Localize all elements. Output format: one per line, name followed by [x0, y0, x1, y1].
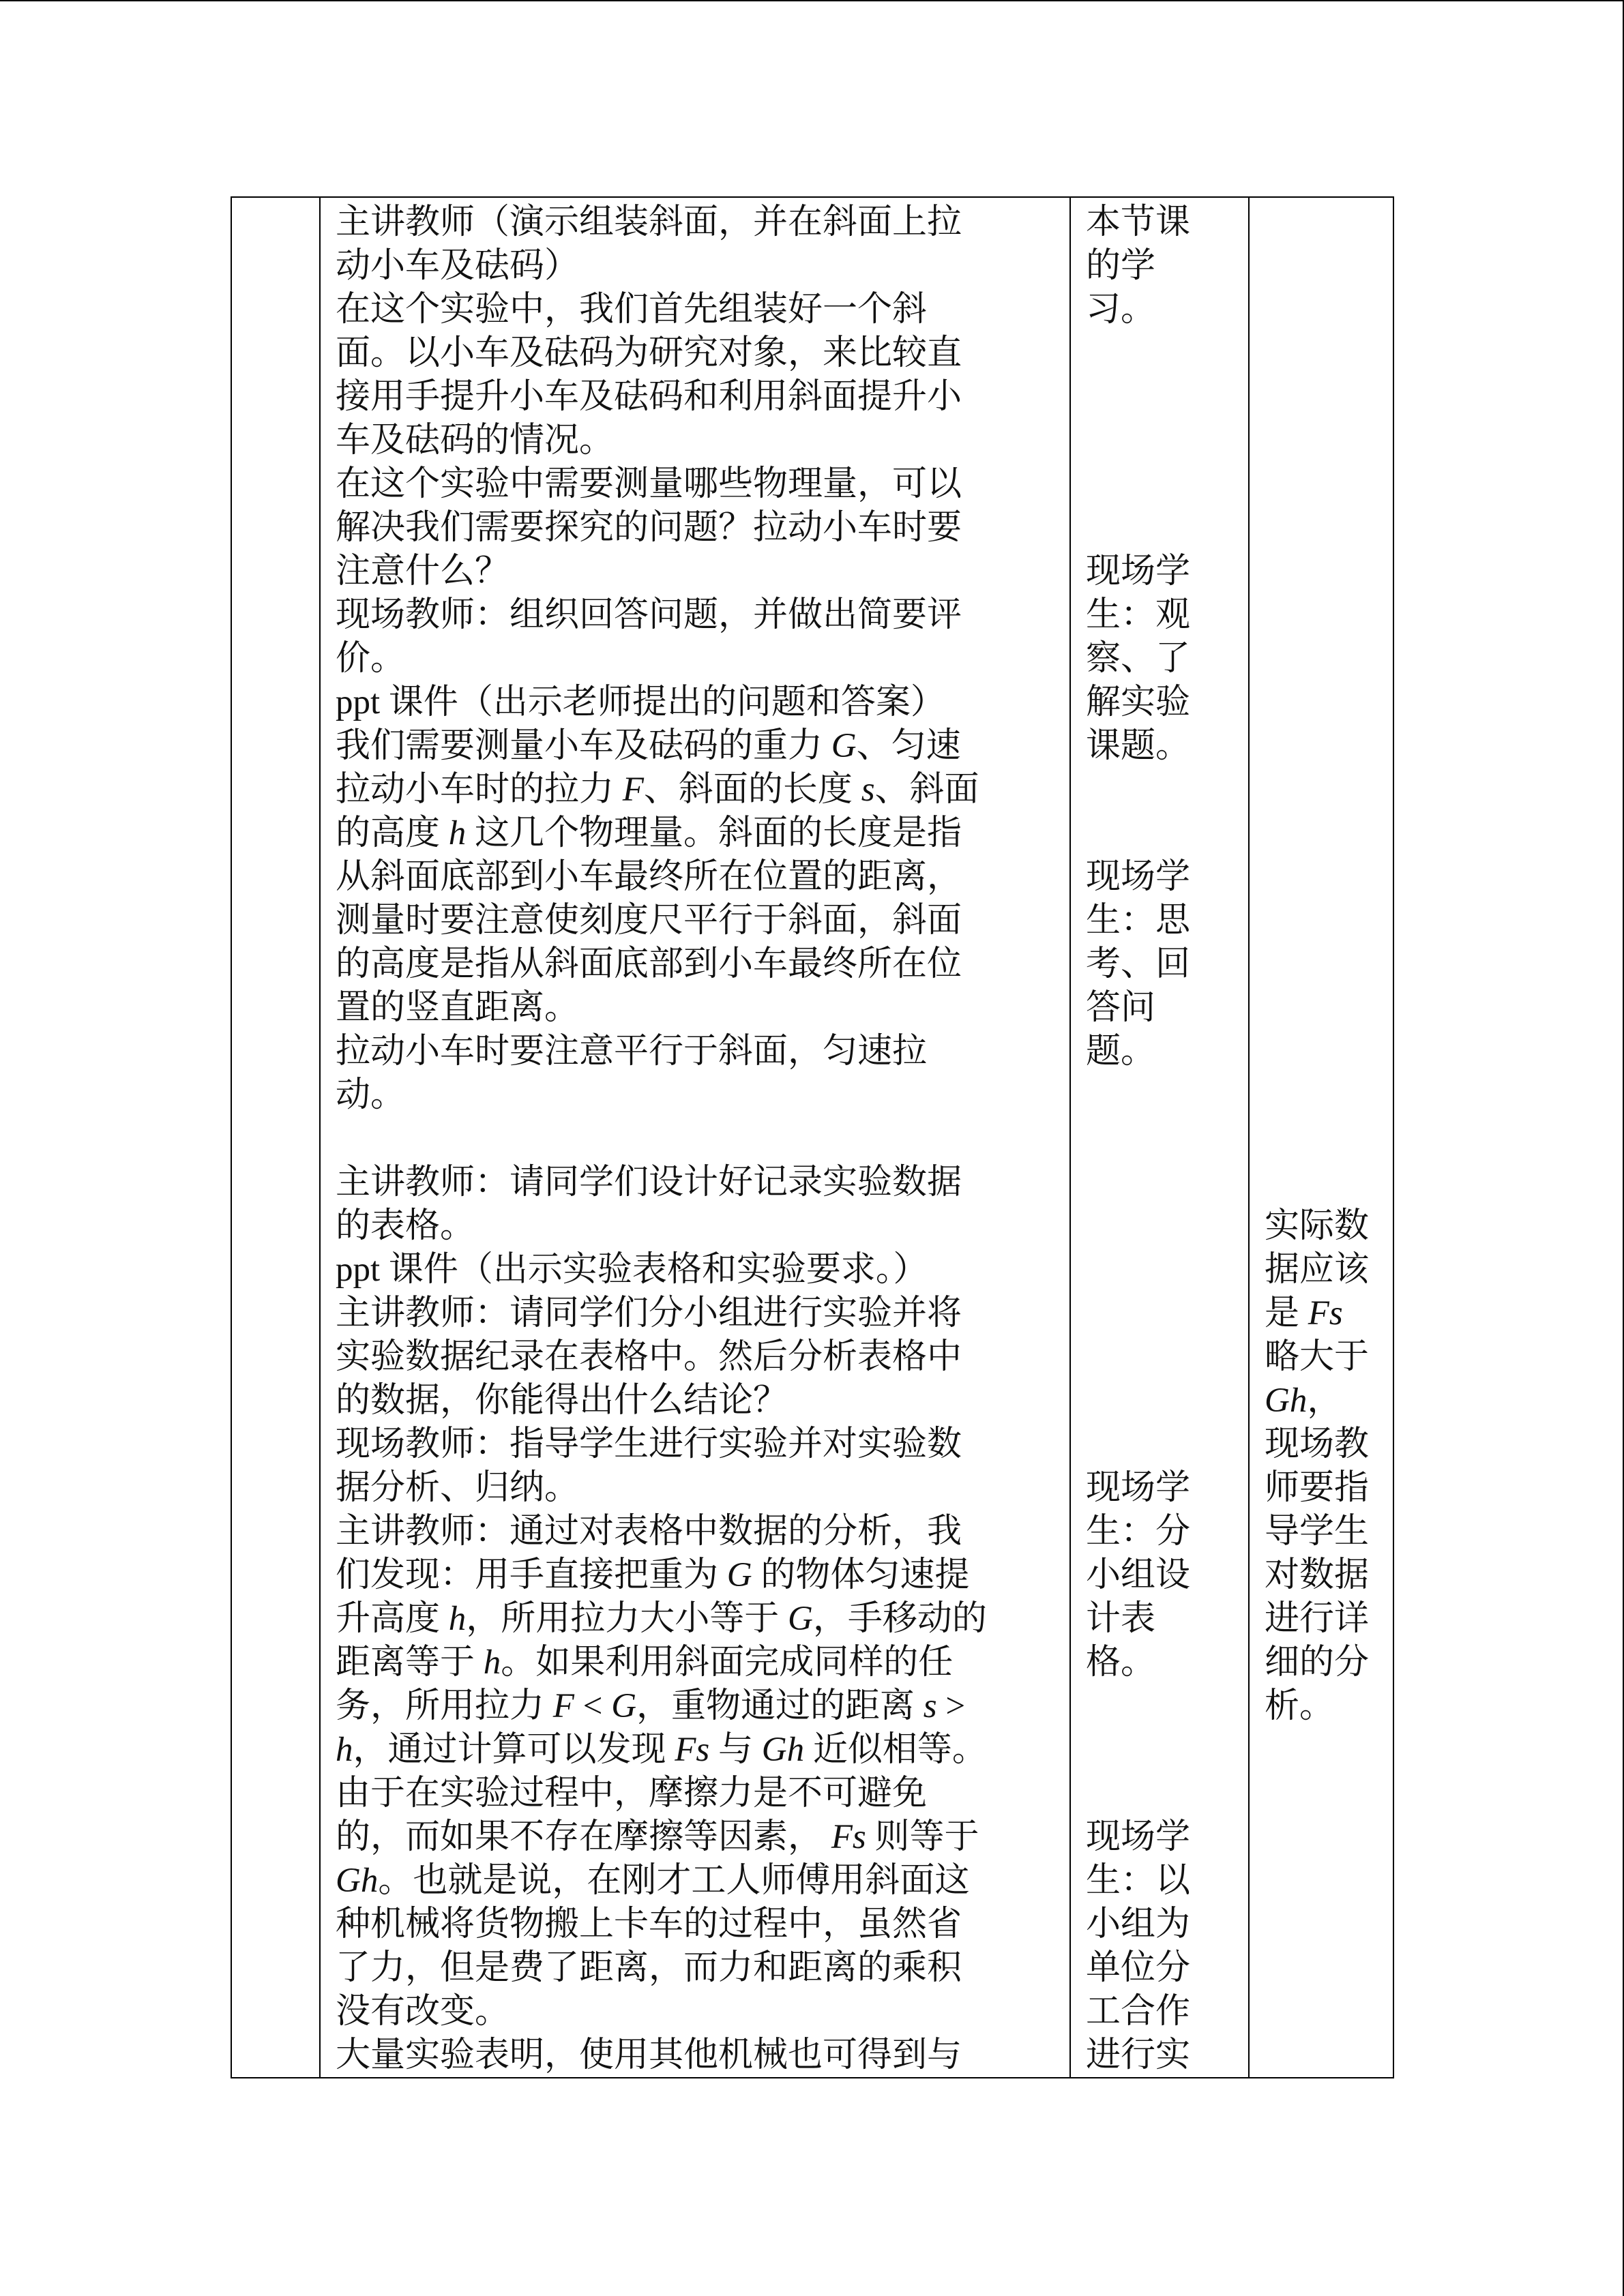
student-activity-line: 小组设 — [1086, 1556, 1191, 1594]
student-activity-line: 答问 — [1086, 989, 1156, 1027]
teacher-activity-line: 主讲教师：请同学们分小组进行实验并将 — [336, 1294, 962, 1332]
student-activity-line: 本节课 — [1086, 203, 1191, 241]
page-top-border — [0, 0, 1624, 1]
teacher-activity-cell — [320, 197, 1070, 2078]
student-activity-line: 生：观 — [1086, 596, 1191, 634]
teacher-activity-line: ppt 课件（出示实验表格和实验要求。） — [336, 1251, 928, 1289]
teacher-activity-line: 的，而如果不存在摩擦等因素， Fs 则等于 — [336, 1818, 979, 1856]
teacher-activity-line: 由于在实验过程中，摩擦力是不可避免 — [336, 1774, 928, 1813]
design-note-line: Gh， — [1265, 1382, 1342, 1420]
teacher-activity-line: 现场教师：组织回答问题，并做出简要评 — [336, 596, 962, 634]
teacher-activity-line: 在这个实验中，我们首先组装好一个斜 — [336, 290, 928, 329]
teacher-activity-line: 现场教师：指导学生进行实验并对实验数 — [336, 1425, 962, 1463]
teacher-activity-line: 的高度 h 这几个物理量。斜面的长度是指 — [336, 814, 962, 852]
student-activity-line: 现场学 — [1086, 552, 1191, 591]
student-activity-line: 解实验 — [1086, 683, 1191, 721]
teacher-activity-line: 我们需要测量小车及砝码的重力 G、匀速 — [336, 727, 961, 765]
student-activity-block — [1086, 200, 1243, 331]
design-note-line: 导学生 — [1265, 1512, 1370, 1551]
teacher-activity-line: 从斜面底部到小车最终所在位置的距离， — [336, 858, 962, 896]
teacher-activity-line: 测量时要注意使刻度尺平行于斜面，斜面 — [336, 901, 962, 940]
teacher-activity-line: 置的竖直距离。 — [336, 989, 580, 1027]
teacher-activity-line: 注意什么？ — [336, 552, 510, 591]
teacher-activity-line: 的表格。 — [336, 1207, 475, 1245]
design-note-line: 实际数 — [1265, 1207, 1370, 1245]
teacher-activity-line: 动小车及砝码） — [336, 247, 580, 285]
teacher-activity-line: 主讲教师：请同学们设计好记录实验数据 — [336, 1163, 962, 1202]
design-note-line: 对数据 — [1265, 1556, 1370, 1594]
student-activity-line: 进行实 — [1086, 2036, 1191, 2074]
lesson-plan-table — [231, 196, 1394, 2078]
student-activity-line: 小组为 — [1086, 1905, 1191, 1943]
design-note-line: 据应该 — [1265, 1251, 1370, 1289]
student-activity-line: 考、回 — [1086, 945, 1191, 983]
student-activity-line: 的学 — [1086, 247, 1156, 285]
teacher-activity-line — [336, 1117, 1050, 1161]
teacher-activity-line: 面。以小车及砝码为研究对象，来比较直 — [336, 334, 962, 372]
student-activity-block — [1086, 550, 1243, 768]
teacher-activity-line: 动。 — [336, 1076, 406, 1114]
teacher-activity-line: 大量实验表明，使用其他机械也可得到与 — [336, 2036, 962, 2074]
teacher-activity-line: 主讲教师：通过对表格中数据的分析，我 — [336, 1512, 962, 1551]
design-note-line: 析。 — [1265, 1687, 1335, 1725]
student-activity-block — [1086, 855, 1243, 1073]
student-activity-line: 生：思 — [1086, 901, 1191, 940]
student-activity-line: 格。 — [1086, 1643, 1156, 1682]
teacher-activity-line: 没有改变。 — [336, 1993, 510, 2031]
teacher-activity-line: 解决我们需要探究的问题？拉动小车时要 — [336, 509, 962, 547]
student-activity-line: 现场学 — [1086, 1818, 1191, 1856]
student-activity-line: 察、了 — [1086, 640, 1191, 678]
student-activity-block — [1086, 1815, 1243, 2077]
student-activity-cell — [1070, 197, 1249, 2078]
teacher-activity-line: 价。 — [336, 640, 406, 678]
teacher-activity-line: 主讲教师（演示组装斜面，并在斜面上拉 — [336, 203, 962, 241]
teacher-activity-line: 据分析、归纳。 — [336, 1469, 580, 1507]
student-activity-line: 课题。 — [1086, 727, 1191, 765]
teacher-activity-line: Gh。也就是说，在刚才工人师傅用斜面这 — [336, 1862, 970, 1900]
design-note-line: 现场教 — [1265, 1425, 1370, 1463]
table-row — [231, 197, 1393, 2078]
teacher-activity-line: 务，所用拉力 F < G，重物通过的距离 s > — [336, 1687, 966, 1725]
teacher-activity-line: 们发现：用手直接把重为 G 的物体匀速提 — [336, 1556, 970, 1594]
student-activity-line: 工合作 — [1086, 1993, 1191, 2031]
teacher-activity-line: 拉动小车时要注意平行于斜面，匀速拉 — [336, 1032, 928, 1071]
student-activity-line: 题。 — [1086, 1032, 1156, 1071]
design-note-line: 略大于 — [1265, 1338, 1370, 1376]
student-activity-line: 现场学 — [1086, 858, 1191, 896]
teacher-activity-line: 实验数据纪录在表格中。然后分析表格中 — [336, 1338, 962, 1376]
teacher-activity-line: 了力，但是费了距离，而力和距离的乘积 — [336, 1949, 962, 1987]
teacher-activity-text — [336, 200, 1050, 2077]
teacher-activity-line: ppt 课件（出示老师提出的问题和答案） — [336, 683, 945, 721]
student-activity-line: 生：分 — [1086, 1512, 1191, 1551]
design-note-line: 是 Fs — [1265, 1294, 1343, 1332]
teacher-activity-line: 的数据，你能得出什么结论？ — [336, 1382, 788, 1420]
student-activity-line: 习。 — [1086, 290, 1156, 329]
teacher-activity-line: 接用手提升小车及砝码和利用斜面提升小 — [336, 378, 962, 416]
teacher-activity-line: 拉动小车时的拉力 F、斜面的长度 s、斜面 — [336, 771, 979, 809]
teacher-activity-line: 的高度是指从斜面底部到小车最终所在位 — [336, 945, 962, 983]
teacher-activity-line: 种机械将货物搬上卡车的过程中，虽然省 — [336, 1905, 962, 1943]
teacher-activity-line: 距离等于 h。如果利用斜面完成同样的任 — [336, 1643, 954, 1682]
teacher-activity-line: 车及砝码的情况。 — [336, 421, 615, 460]
teacher-activity-line: 升高度 h，所用拉力大小等于 G，手移动的 — [336, 1600, 987, 1638]
student-activity-block — [1086, 1466, 1243, 1684]
teacher-activity-line: h，通过计算可以发现 Fs 与 Gh 近似相等。 — [336, 1731, 987, 1769]
design-note-block — [1265, 1204, 1387, 1728]
teacher-activity-line: 在这个实验中需要测量哪些物理量，可以 — [336, 465, 962, 503]
student-activity-line: 单位分 — [1086, 1949, 1191, 1987]
design-note-line: 师要指 — [1265, 1469, 1370, 1507]
design-note-line: 进行详 — [1265, 1600, 1370, 1638]
design-note-cell — [1249, 197, 1393, 2078]
design-note-line: 细的分 — [1265, 1643, 1370, 1682]
student-activity-line: 生：以 — [1086, 1862, 1191, 1900]
stage-cell — [231, 197, 320, 2078]
student-activity-line: 计表 — [1086, 1600, 1156, 1638]
student-activity-line: 现场学 — [1086, 1469, 1191, 1507]
